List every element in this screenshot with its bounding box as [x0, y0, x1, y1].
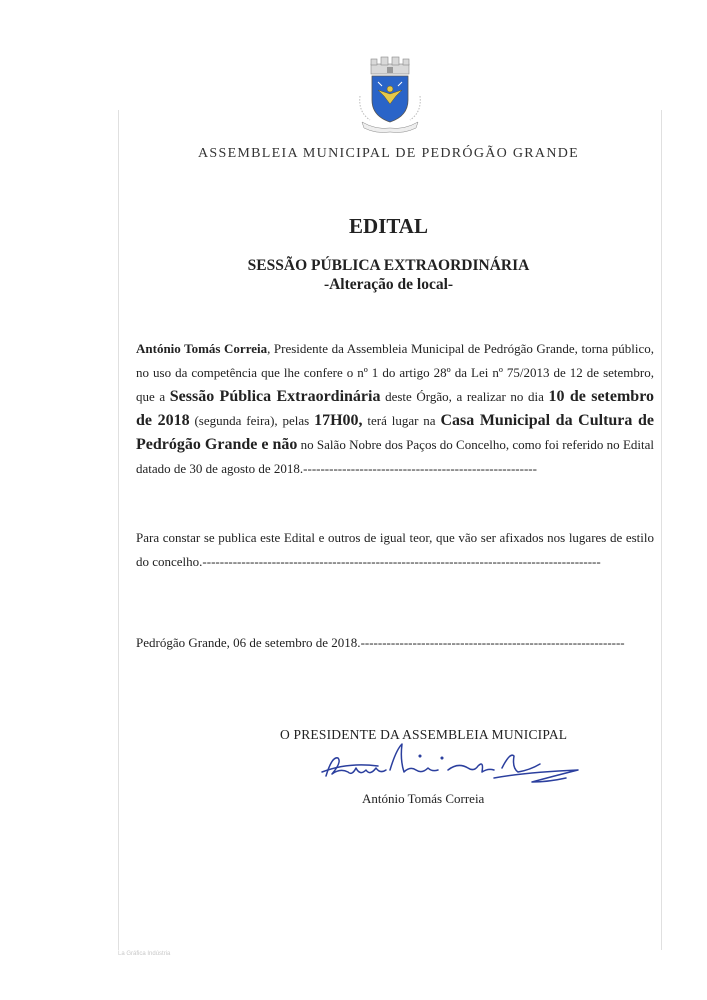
publication-dashes: -------------------------------------------------------------------------------------------- [202, 554, 601, 569]
paragraph-text-a: , Presidente da Assembleia Municipal de Pedrógão Grande, torna público, no uso da competência que lhe confere o nº 1 do artigo 28º da Lei nº 75/2013 de 12 de setembro, que a [136, 341, 654, 404]
signer-name: António Tomás Correia [362, 791, 485, 806]
paragraph-text-b: deste Órgão, a realizar no dia [380, 389, 549, 404]
document-subsubtitle: -Alteração de local- [323, 276, 454, 293]
publication-text: Para constar se publica este Edital e outros de igual teor, que vão ser afixados nos lugares de estilo do concelho. [136, 530, 654, 569]
place-date-text: Pedrógão Grande, 06 de setembro de 2018. [136, 635, 361, 650]
paragraph-dashes: ------------------------------------------------------ [303, 461, 537, 476]
session-time: 17H00, [314, 412, 363, 429]
president-name: António Tomás Correia [136, 341, 268, 356]
document-title: EDITAL [349, 214, 428, 238]
paragraph-text-e: no Salão Nobre dos Paços do Concelho, como foi referido no Edital datado de 30 de agosto de 2018. [136, 437, 654, 476]
session-place: Casa Municipal da Cultura de Pedrógão Grande e não [136, 412, 655, 453]
place-date-line [136, 631, 654, 655]
publication-paragraph [136, 526, 654, 574]
session-type: Sessão Pública Extraordinária [169, 388, 381, 405]
president-title: O PRESIDENTE DA ASSEMBLEIA MUNICIPAL [280, 727, 568, 742]
printer-footer-note: La Gráfica Indústria [118, 951, 171, 957]
session-date: 10 de setembro de 2018 [136, 388, 655, 429]
place-date-dashes: ------------------------------------------------------------- [360, 635, 625, 650]
paragraph-text-c: (segunda feira), pelas [189, 413, 315, 428]
paragraph-text-d: terá lugar na [362, 413, 441, 428]
organization-header: ASSEMBLEIA MUNICIPAL DE PEDRÓGÃO GRANDE [197, 146, 580, 161]
announcement-paragraph [136, 337, 654, 481]
document-subtitle: SESSÃO PÚBLICA EXTRAORDINÁRIA [247, 257, 530, 274]
municipal-coat-of-arms-icon [356, 56, 424, 134]
